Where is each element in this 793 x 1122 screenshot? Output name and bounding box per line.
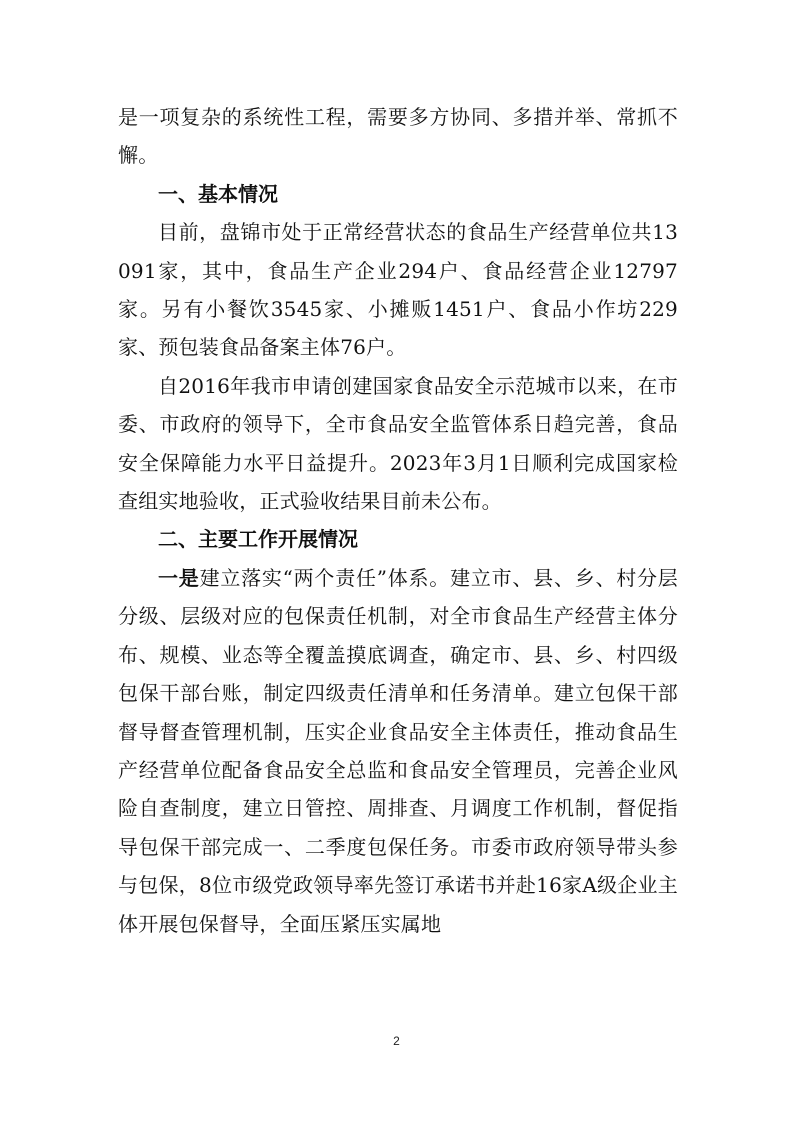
section-heading-main-work: 二、主要工作开展情况 (158, 527, 358, 552)
paragraph-body-text: 建立落实“两个责任”体系。建立市、县、乡、村分层分级、层级对应的包保责任机制，对全市食品生产经营主体分布、规模、业态等全覆盖摸底调查，确定市、县、乡、村四级包保干部台账，制定四级责任清单和任务清单。建立包保干部督导督查管理机制，压实企业食品安全主体责任，推动食品生产经营单位配备食品安全总监和食品安全管理员，完善企业风险自查制度，建立日管控、周排查、月调度工作机制，督促指导包保干部完成一、二季度包保任务。市委市政府领导带头参与包保，8位市级党政领导率先签订承诺书并赴16家A级企业主体开展包保督导，全面压紧压实属地 (118, 565, 679, 936)
paragraph-demonstration-city: 自2016年我市申请创建国家食品安全示范城市以来，在市委、市政府的领导下，全市食品安全监管体系日趋完善，食品安全保障能力水平日益提升。2023年3月1日顺利完成国家检查组实地验收，正式验收结果目前未公布。 (118, 373, 678, 514)
paragraph-unit-statistics: 目前，盘锦市处于正常经营状态的食品生产经营单位共13091家，其中，食品生产企业294户、食品经营企业12797家。另有小餐饮3545家、小摊贩1451户、食品小作坊229家、预包装食品备案主体76户。 (118, 220, 678, 360)
document-body (118, 98, 678, 943)
page-number: 2 (393, 1034, 400, 1048)
section-heading-basic-situation: 一、基本情况 (158, 181, 278, 206)
paragraph-lead-label: 一是 (158, 565, 200, 590)
continuation-paragraph: 是一项复杂的系统性工程，需要多方协同、多措并举、常抓不懈。 (118, 105, 678, 168)
paragraph-two-responsibilities (118, 559, 678, 943)
